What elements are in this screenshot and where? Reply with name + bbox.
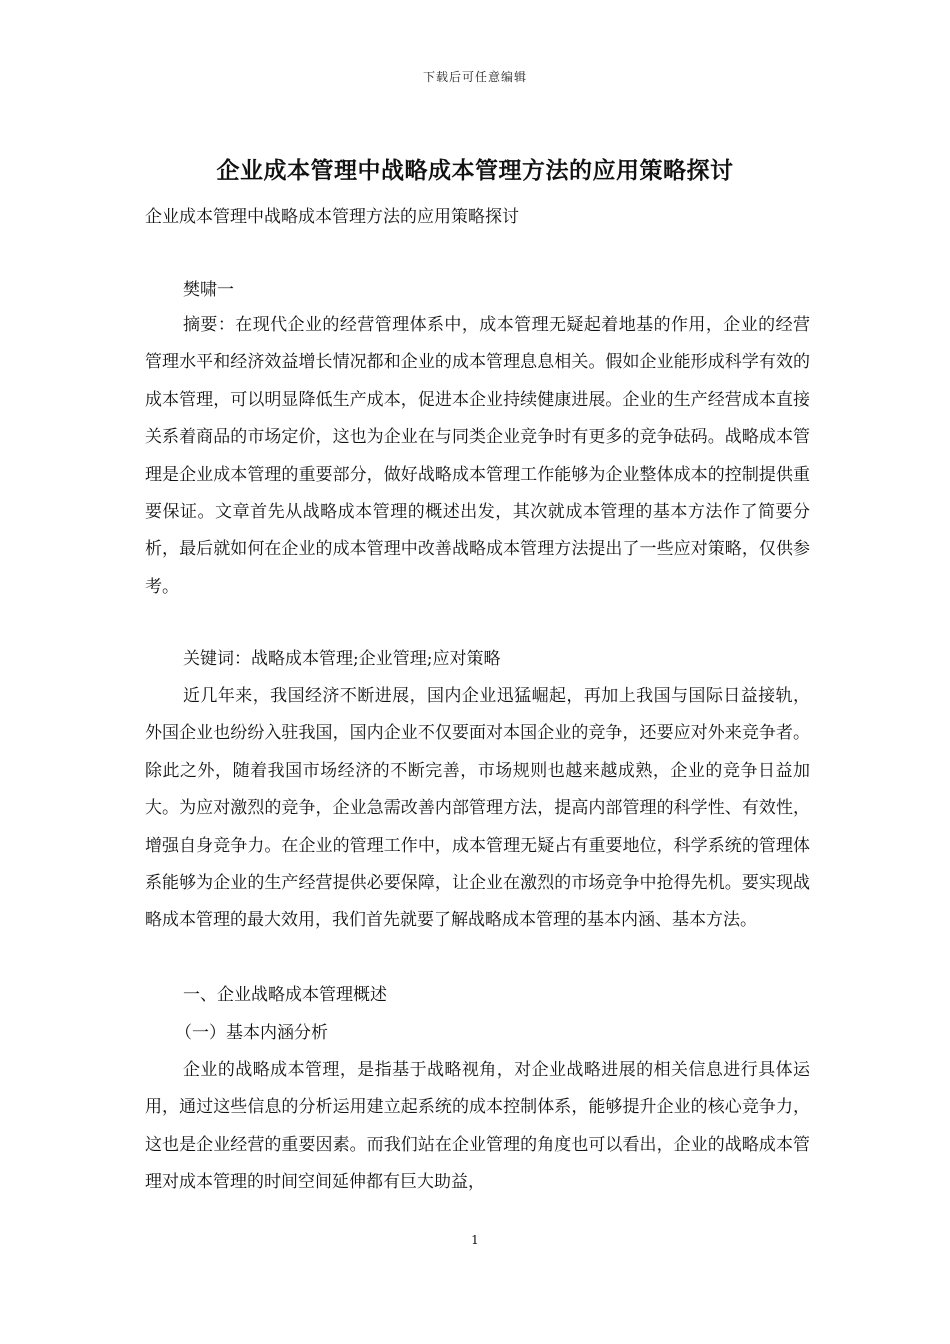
body-paragraph-1: 企业的战略成本管理，是指基于战略视角，对企业战略进展的相关信息进行具体运用，通过这些信息的分析运用建立起系统的成本控制体系，能够提升企业的核心竞争力，这也是企业经营的重要因素。而我们站在企业管理的角度也可以看出，企业的战略成本管理对成本管理的时间空间延伸都有巨大助益，	[145, 1060, 810, 1193]
intro-paragraph: 近几年来，我国经济不断进展，国内企业迅猛崛起，再加上我国与国际日益接轨，外国企业也纷纷入驻我国，国内企业不仅要面对本国企业的竞争，还要应对外来竞争者。除此之外，随着我国市场经济的不断完善，市场规则也越来越成熟，企业的竞争日益加大。为应对激烈的竞争，企业急需改善内部管理方法，提高内部管理的科学性、有效性，增强自身竞争力。在企业的管理工作中，成本管理无疑占有重要地位，科学系统的管理体系能够为企业的生产经营提供必要保障，让企业在激烈的市场竞争中抢得先机。要实现战略成本管理的最大效用，我们首先就要了解战略成本管理的基本内涵、基本方法。	[145, 686, 810, 931]
document-subtitle: 企业成本管理中战略成本管理方法的应用策略探讨	[145, 207, 519, 227]
header-note: 下载后可任意编辑	[422, 70, 527, 84]
section-heading-1: 一、企业战略成本管理概述	[183, 985, 387, 1005]
author-name: 樊啸一	[183, 280, 234, 300]
subsection-heading-1: （一）基本内涵分析	[175, 1023, 328, 1043]
keywords-line: 关键词：战略成本管理;企业管理;应对策略	[183, 649, 501, 669]
abstract-paragraph: 摘要：在现代企业的经营管理体系中，成本管理无疑起着地基的作用，企业的经营管理水平和经济效益增长情况都和企业的成本管理息息相关。假如企业能形成科学有效的成本管理，可以明显降低生产成本，促进本企业持续健康进展。企业的生产经营成本直接关系着商品的市场定价，这也为企业在与同类企业竞争时有更多的竞争砝码。战略成本管理是企业成本管理的重要部分，做好战略成本管理工作能够为企业整体成本的控制提供重要保证。文章首先从战略成本管理的概述出发，其次就成本管理的基本方法作了简要分析，最后就如何在企业的成本管理中改善战略成本管理方法提出了一些应对策略，仅供参考。	[145, 315, 810, 597]
page-number: 1	[471, 1233, 479, 1247]
document-title: 企业成本管理中战略成本管理方法的应用策略探讨	[216, 157, 734, 184]
